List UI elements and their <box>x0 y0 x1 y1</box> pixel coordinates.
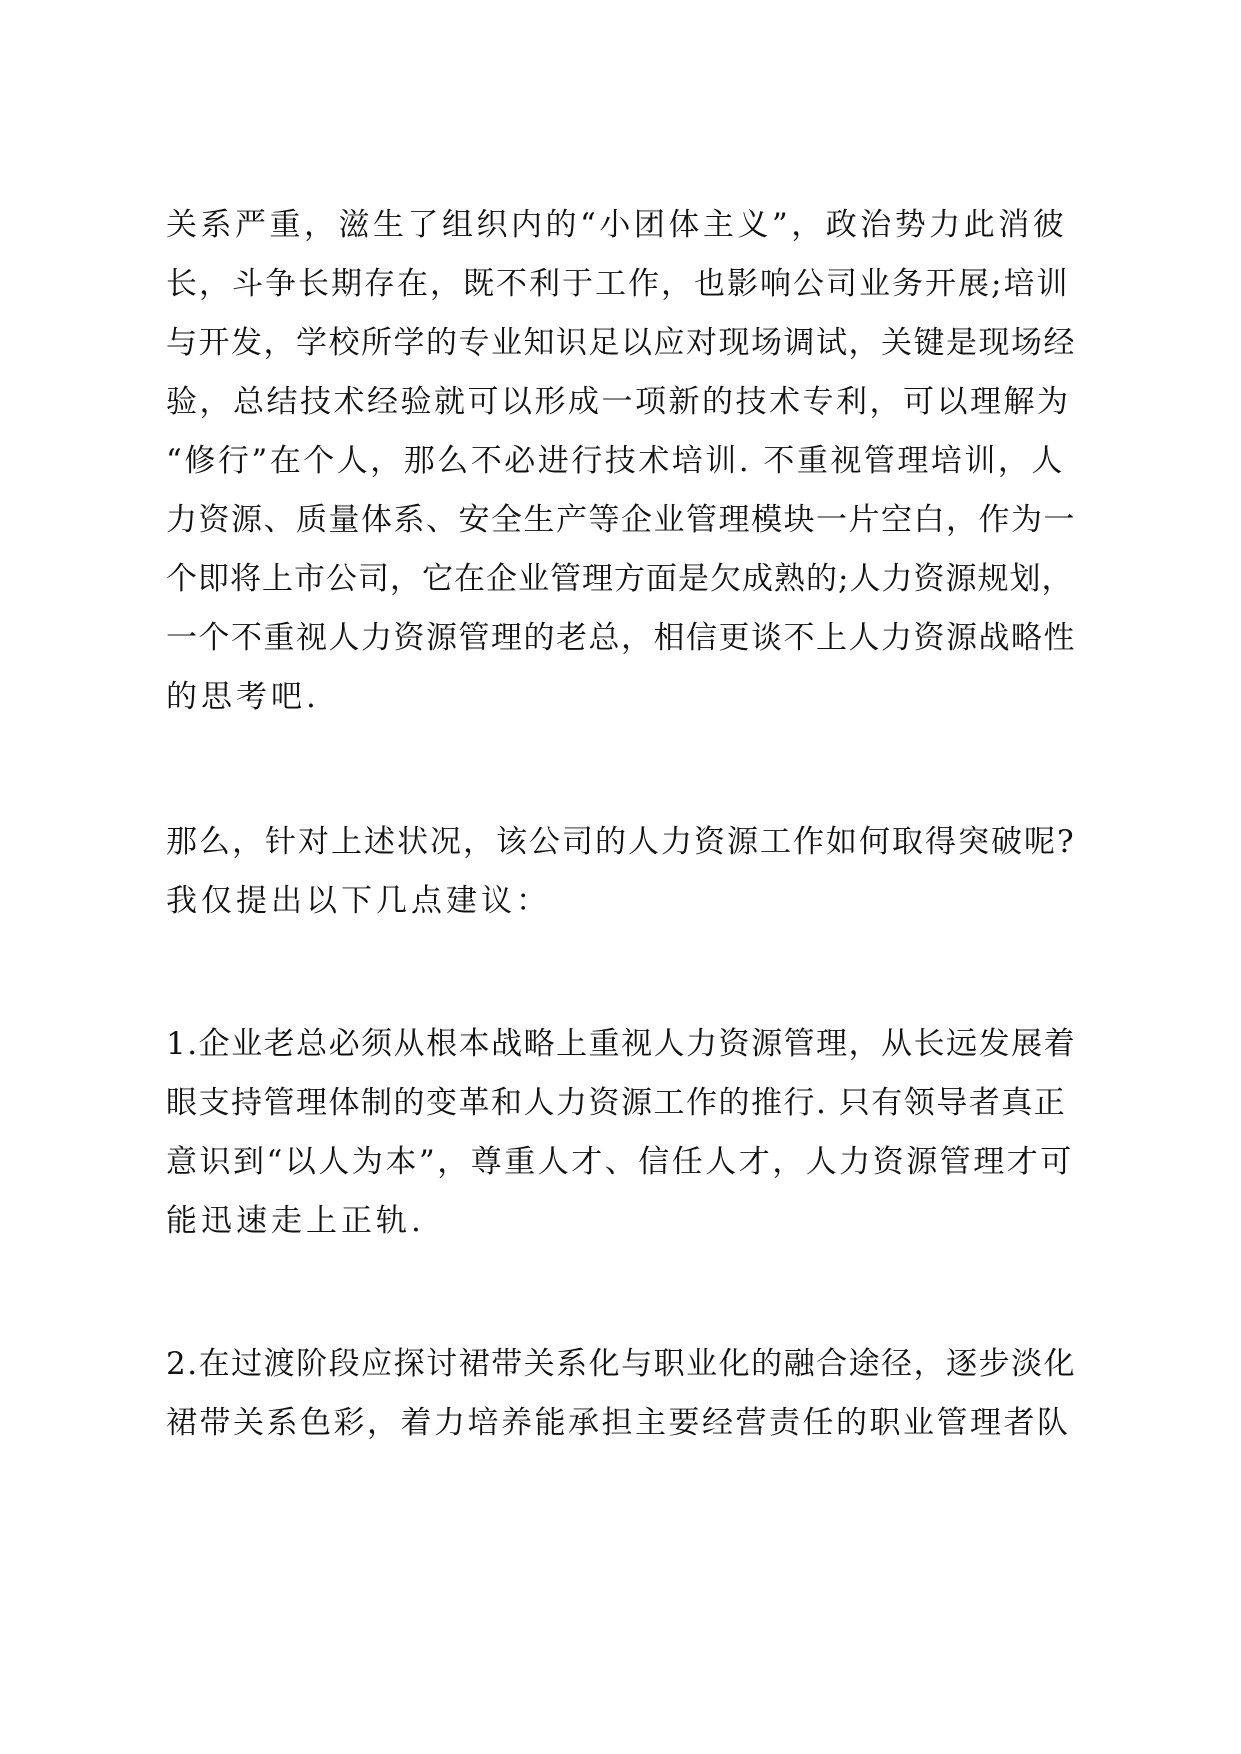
paragraph-1-line-9: 的思考吧. <box>166 679 320 715</box>
paragraph-1-line-3: 与开发，学校所学的专业知识足以应对现场调试，关键是现场经 <box>166 325 1076 361</box>
paragraph-3-line-4: 能迅速走上正轨. <box>166 1203 425 1239</box>
paragraph-4-line-2: 裙带关系色彩，着力培养能承担主要经营责任的职业管理者队 <box>166 1405 1071 1441</box>
paragraph-2-line-1: 那么，针对上述状况，该公司的人力资源工作如何取得突破呢? <box>166 824 1076 860</box>
paragraph-3-line-3: 意识到“以人为本”，尊重人才、信任人才，人力资源管理才可 <box>166 1144 1074 1180</box>
paragraph-4-line-1: 2.在过渡阶段应探讨裙带关系化与职业化的融合途径，逐步淡化 <box>166 1346 1077 1382</box>
paragraph-3-line-1: 1.企业老总必须从根本战略上重视人力资源管理，从长远发展着 <box>166 1026 1077 1062</box>
paragraph-2-line-2: 我仅提出以下几点建议： <box>166 883 551 919</box>
paragraph-1-line-8: 一个不重视人力资源管理的老总，相信更谈不上人力资源战略性 <box>166 620 1076 656</box>
paragraph-1-line-5: “修行”在个人，那么不必进行技术培训. 不重视管理培训，人 <box>166 443 1065 479</box>
paragraph-1-line-4: 验，总结技术经验就可以形成一项新的技术专利，可以理解为 <box>166 384 1071 420</box>
paragraph-1-line-7: 个即将上市公司，它在企业管理方面是欠成熟的;人力资源规划， <box>166 561 1074 597</box>
paragraph-1-line-1: 关系严重，滋生了组织内的“小团体主义”，政治势力此消彼 <box>166 207 1068 243</box>
paragraph-1-line-2: 长，斗争长期存在，既不利于工作，也影响公司业务开展;培训 <box>166 266 1070 302</box>
paragraph-3-line-2: 眼支持管理体制的变革和人力资源工作的推行. 只有领导者真正 <box>166 1085 1067 1121</box>
paragraph-1-line-6: 力资源、质量体系、安全生产等企业管理模块一片空白，作为一 <box>166 502 1076 538</box>
